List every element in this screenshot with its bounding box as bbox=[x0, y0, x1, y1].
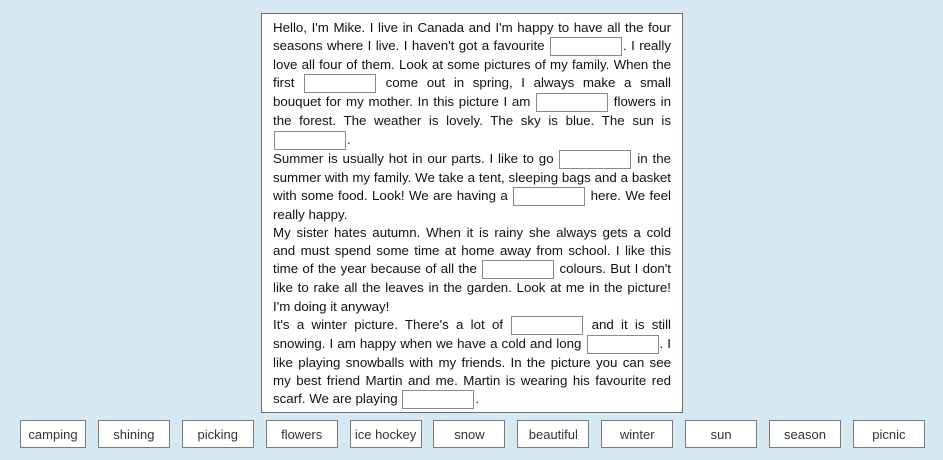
paragraph-spring: Hello, I'm Mike. I live in Canada and I'm happy to have all the four seasons where I live. I haven't got a favourite . I really love all four of them. Look at some pictures of my family. When the first come out in spring, I always make a small bouquet for my mother. In this picture I am flowers in the forest. The weather is lovely. The sky is blue. The sun is . bbox=[273, 19, 671, 150]
paragraph-winter: It's a winter picture. There's a lot of and it is still snowing. I am happy when we have a cold and long . I like playing snowballs with my friends. In the picture you can see my best friend Martin and me. Martin is wearing his favourite red scarf. We are playing . bbox=[273, 316, 671, 409]
passage-panel bbox=[261, 13, 683, 413]
word-tile-flowers[interactable]: flowers bbox=[266, 420, 338, 448]
gap-1[interactable] bbox=[550, 37, 622, 56]
paragraph-summer: Summer is usually hot in our parts. I like to go in the summer with my family. We take a tent, sleeping bags and a basket with some food. Look! We are having a here. We feel really happy. bbox=[273, 150, 671, 222]
word-tile-picnic[interactable]: picnic bbox=[853, 420, 925, 448]
word-tile-picking[interactable]: picking bbox=[182, 420, 254, 448]
gap-9[interactable] bbox=[587, 335, 659, 354]
gap-3[interactable] bbox=[536, 93, 608, 112]
gap-7[interactable] bbox=[482, 260, 554, 279]
gap-6[interactable] bbox=[513, 187, 585, 206]
word-bank bbox=[20, 420, 925, 448]
word-tile-snow[interactable]: snow bbox=[433, 420, 505, 448]
instruction-text bbox=[0, 0, 943, 4]
word-tile-camping[interactable]: camping bbox=[20, 420, 86, 448]
gap-4[interactable] bbox=[274, 131, 346, 150]
paragraph-autumn: My sister hates autumn. When it is rainy she always gets a cold and must spend some time at home away from school. I like this time of the year because of all the colours. But I don't like to rake all the leaves in the garden. Look at me in the picture! I'm doing it anyway! bbox=[273, 225, 671, 314]
word-tile-sun[interactable]: sun bbox=[685, 420, 757, 448]
word-tile-shining[interactable]: shining bbox=[98, 420, 170, 448]
word-tile-season[interactable]: season bbox=[769, 420, 841, 448]
gap-2[interactable] bbox=[304, 74, 376, 93]
gap-10[interactable] bbox=[402, 390, 474, 409]
word-tile-ice-hockey[interactable]: ice hockey bbox=[350, 420, 422, 448]
word-tile-winter[interactable]: winter bbox=[601, 420, 673, 448]
gap-8[interactable] bbox=[511, 316, 583, 335]
gap-5[interactable] bbox=[559, 150, 631, 169]
word-tile-beautiful[interactable]: beautiful bbox=[517, 420, 589, 448]
